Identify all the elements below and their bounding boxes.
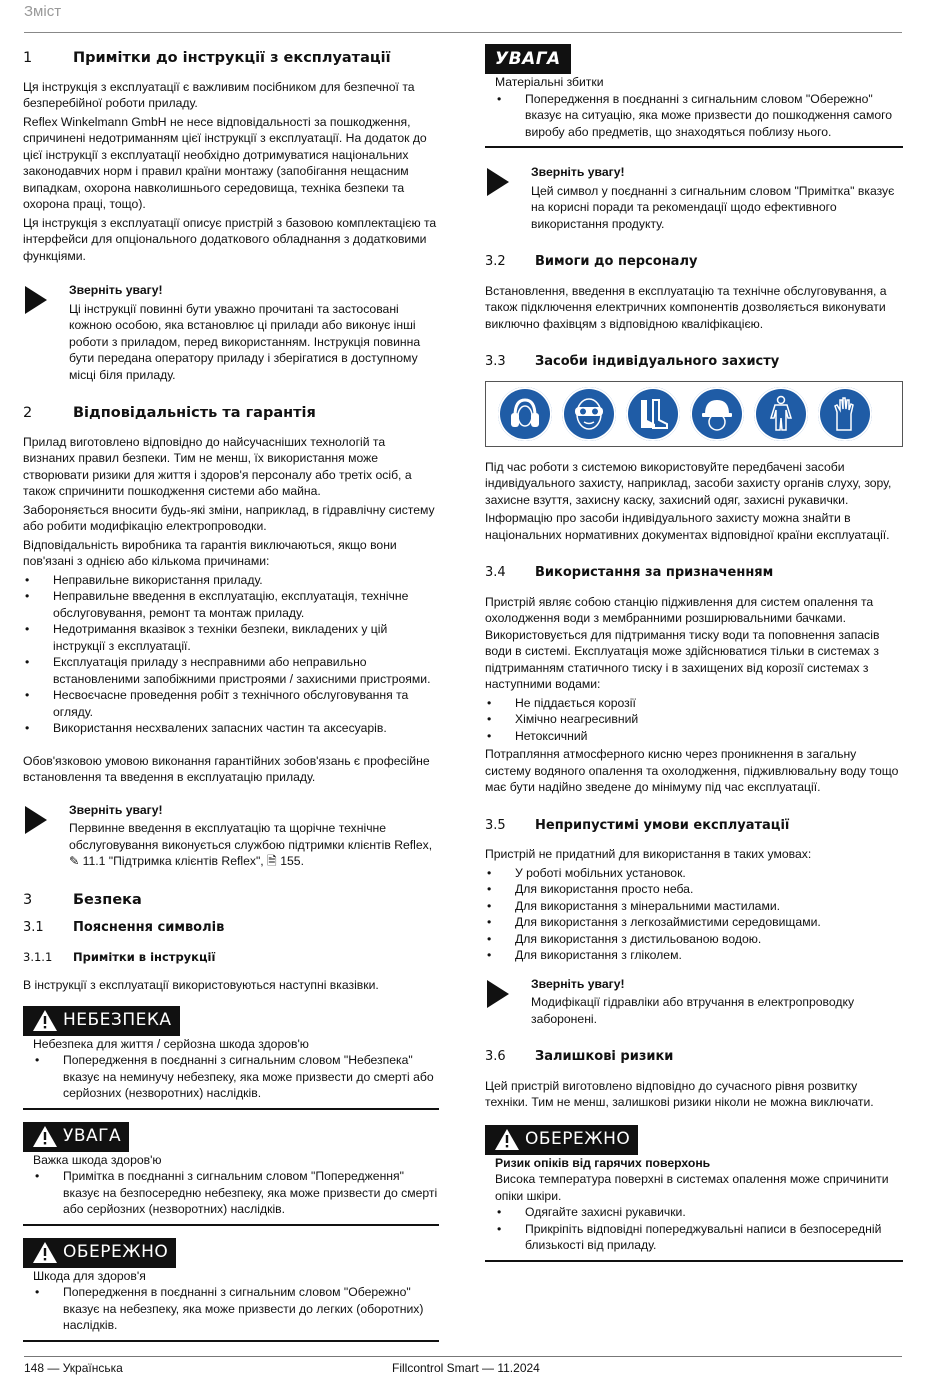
note-title: Зверніть увагу! [531, 976, 625, 991]
play-arrow-icon [23, 282, 69, 383]
signal-subtitle: Матеріальні збитки [495, 75, 604, 89]
paragraph: Обов'язковою умовою виконання гарантійних зобов'язань є професійне встановлення та введення в експлуатацію приладу. [23, 753, 430, 784]
section-title: Відповідальність та гарантія [73, 405, 316, 421]
section-title: Засоби індивідуального захисту [535, 354, 780, 369]
list-item: • Використання несхвалених запасних частин та аксесуарів. [23, 720, 439, 737]
list-item: • Хімічно неагресивний [485, 711, 903, 728]
list-item: • Неправильне введення в експлуатацію, експлуатація, технічне обслуговування, ремонт та монтаж приладу. [23, 588, 439, 621]
section-number: 3 [23, 891, 33, 908]
section-number: 3.1.1 [23, 949, 53, 964]
left-column [23, 48, 439, 1342]
list-item: • Несвоєчасне проведення робіт з технічного обслуговування та огляду. [23, 687, 439, 720]
danger-signal-label: НЕБЕЗПЕКА [23, 1006, 180, 1036]
list-item: • Попередження в поєднанні з сигнальним словом "Небезпека" вказує на неминучу небезпеку, яка може призвести до смерті або серйозних (незворотних) наслідків. [33, 1052, 439, 1102]
section-number: 3.6 [485, 1049, 506, 1064]
list-item: • Одягайте захисні рукавички. [495, 1204, 903, 1221]
protective-suit-icon [754, 387, 808, 441]
note-text: Модифікації гідравліки або втручання в електропроводку заборонені. [531, 995, 855, 1026]
list-item: • Експлуатація приладу з несправними або неправильно встановленими запобіжними пристроями / захисними пристроями. [23, 654, 439, 687]
section-3-3-heading [485, 354, 903, 371]
note-title: Зверніть увагу! [531, 165, 625, 179]
bullet-list [485, 695, 903, 745]
list-item: • У роботі мобільних установок. [485, 865, 903, 882]
warning-triangle-icon [33, 1126, 57, 1147]
list-item: • Нетоксичний [485, 728, 903, 745]
section-title: Примітки до інструкції з експлуатації [73, 50, 391, 66]
notice-signal-label: УВАГА [485, 44, 571, 74]
section-title: Пояснення символів [73, 920, 225, 935]
right-column [485, 44, 903, 1262]
list-item: • Для використання з легкозаймистими середовищами. [485, 914, 903, 931]
list-item: • Попередження в поєднанні з сигнальним словом "Обережно" вказує на небезпеку, яка може призвести до легких (оборотних) наслідків. [33, 1284, 439, 1334]
play-arrow-icon [23, 802, 69, 870]
paragraph: В інструкції з експлуатації використовуються наступні вказівки. [23, 978, 379, 992]
bullet-list [23, 572, 439, 737]
paragraph: Ця інструкція з експлуатації описує пристрій з базовою комплектацією та інтерфейси для опціонального додаткового обладнання з додатковими функціями. [23, 215, 437, 263]
list-item: • Недотримання вказівок з техніки безпеки, викладених у цій інструкції з експлуатації. [23, 621, 439, 654]
paragraph: Забороняється вносити будь-які зміни, наприклад, в гідравлічну систему або робити модифікацію електропроводки. [23, 502, 435, 533]
note-box [23, 282, 439, 383]
note-title: Зверніть увагу! [69, 802, 163, 817]
section-3-heading [23, 892, 439, 909]
list-item: • Попередження в поєднанні з сигнальним словом "Обережно" вказує на ситуацію, яка може призвести до пошкодження самого виробу або предметів, що знаходяться поблизу нього. [495, 91, 903, 141]
header-title: Зміст [24, 3, 62, 20]
play-arrow-icon [485, 976, 531, 1028]
warning-block [23, 1122, 439, 1226]
note-text: Ці інструкції повинні бути уважно прочитані та застосовані кожною особою, яка встановлює ці прилади або виконує інші роботи з приладом, перед використанням. Інструкція повинна бути передана оператору приладу і зберігатися в доступному місці біля приладу. [69, 301, 421, 382]
section-3-1-heading [23, 920, 439, 937]
section-number: 3.5 [485, 817, 506, 833]
cross-reference-link[interactable]: ✎ 11.1 "Підтримка клієнтів Reflex", 🗎 155. [69, 854, 304, 868]
bullet-list [485, 865, 903, 964]
signal-subtitle: Важка шкода здоров'ю [33, 1152, 162, 1167]
note-box [485, 976, 903, 1028]
section-title: Залишкові ризики [535, 1049, 674, 1064]
caution-block [485, 1125, 903, 1262]
section-title: Використання за призначенням [535, 565, 774, 580]
section-3-1-1-heading [23, 949, 439, 966]
list-item: • Прикріпіть відповідні попереджувальні написи в безпосередній близькості від приладу. [495, 1221, 903, 1254]
protective-gloves-icon [818, 387, 872, 441]
warning-signal-label: УВАГА [23, 1122, 129, 1152]
section-number: 2 [23, 405, 33, 421]
list-item: • Для використання просто неба. [485, 881, 903, 898]
paragraph: Цей пристрій виготовлено відповідно до сучасного рівня розвитку техніки. Тим не менш, залишкові ризики ніколи не можна виключати. [485, 1078, 874, 1109]
paragraph: Reflex Winkelmann GmbH не несе відповідальності за пошкодження, спричинені недотриманням цієї інструкції з експлуатації. На додаток до цієї інструкції з експлуатації необхідно дотримуватися національних законодавчих норм і правил країни монтажу (запобігання нещасним випадкам, охорона навколишнього середовища, техніка безпеки та охорона праці, тощо). [23, 114, 427, 211]
warning-triangle-icon [495, 1129, 519, 1150]
section-1-heading [23, 50, 439, 67]
section-3-2-heading [485, 254, 903, 271]
section-3-4-heading [485, 565, 903, 582]
paragraph: Інформацію про засоби індивідуального захисту можна знайти в національних нормативних документах відповідної країни експлуатації. [485, 511, 890, 542]
header-divider [24, 32, 902, 33]
section-number: 3.2 [485, 254, 506, 269]
list-item: • Для використання з дистильованою водою. [485, 931, 903, 948]
section-title: Неприпустимі умови експлуатації [535, 817, 790, 833]
paragraph: Ця інструкція з експлуатації є важливим посібником для безпечної та безперебійної роботи приладу. [23, 79, 415, 110]
caution-signal-label: ОБЕРЕЖНО [485, 1125, 638, 1155]
section-title: Примітки в інструкції [73, 949, 216, 964]
signal-subtitle: Шкода для здоров'я [33, 1268, 146, 1283]
safety-goggles-icon [562, 387, 616, 441]
danger-block [23, 1006, 439, 1110]
section-number: 1 [23, 50, 33, 66]
warning-triangle-icon [33, 1242, 57, 1263]
ear-protection-icon [498, 387, 552, 441]
list-item: • Не піддається корозії [485, 695, 903, 712]
paragraph: Прилад виготовлено відповідно до найсучасніших технологій та визнаних правил безпеки. Тим не менш, їх використання може створювати ризики для життя і здоров'я персоналу або третіх осіб, а також спричинити пошкодження системи або майна. [23, 434, 412, 498]
section-title: Вимоги до персоналу [535, 254, 698, 269]
notice-block [485, 44, 903, 148]
paragraph: Відповідальність виробника та гарантія виключаються, якщо вони пов'язані з однією або кількома причинами: [23, 537, 397, 568]
caution-block [23, 1238, 439, 1342]
section-number: 3.1 [23, 920, 44, 935]
section-number: 3.4 [485, 565, 506, 580]
paragraph: Потрапляння атмосферного кисню через проникнення в загальну систему водяного опалення та охолодження, підживлювальну воду тощо має бути надійно зведене до мінімуму під час експлуатації. [485, 747, 899, 794]
ppe-icon-strip [485, 381, 903, 447]
list-item: • Неправильне використання приладу. [23, 572, 439, 589]
play-arrow-icon [485, 164, 531, 232]
note-text: Первинне введення в експлуатацію та щорічне технічне обслуговування виконується службою підтримки клієнтів Reflex, [69, 821, 433, 852]
hard-hat-icon [690, 387, 744, 441]
footer-divider [24, 1356, 902, 1357]
paragraph: Під час роботи з системою використовуйте передбачені засоби індивідуального захисту, наприклад, засоби захисту органів слуху, зору, захисне взуття, захисну каску, захисний одяг, захисні рукавички. [485, 459, 892, 507]
caution-signal-label: ОБЕРЕЖНО [23, 1238, 176, 1268]
footer-page-number: 148 — Українська [24, 1361, 123, 1375]
note-box [23, 802, 439, 870]
signal-subtitle: Висока температура поверхні в системах опалення може спричинити опіки шкіри. [495, 1172, 889, 1203]
paragraph: Пристрій не придатний для використання в таких умовах: [485, 847, 812, 861]
warning-triangle-icon [33, 1010, 57, 1031]
note-text: Цей символ у поєднанні з сигнальним словом "Примітка" вказує на корисні поради та рекомендації щодо ефективного використання продукту. [531, 183, 895, 231]
footer-document-title: Fillcontrol Smart — 11.2024 [392, 1361, 540, 1375]
section-3-6-heading [485, 1049, 903, 1066]
section-2-heading [23, 405, 439, 422]
note-title: Зверніть увагу! [69, 283, 163, 297]
paragraph: Встановлення, введення в експлуатацію та технічне обслуговування, а також підключення електричних компонентів дозволяється виконувати виключно фахівцям з відповідною кваліфікацією. [485, 283, 887, 331]
safety-boots-icon [626, 387, 680, 441]
note-box [485, 164, 903, 232]
list-item: • Для використання з мінеральними мастилами. [485, 898, 903, 915]
signal-subtitle: Небезпека для життя / серйозна шкода здоров'ю [33, 1036, 309, 1051]
list-item: • Примітка в поєднанні з сигнальним словом "Попередження" вказує на безпосередню небезпеку, яка може призвести до смерті або серйозних (незворотних) наслідків. [33, 1168, 439, 1218]
section-3-5-heading [485, 818, 903, 835]
section-number: 3.3 [485, 354, 506, 369]
signal-title: Ризик опіків від гарячих поверхонь [495, 1155, 711, 1170]
list-item: • Для використання з гліколем. [485, 947, 903, 964]
paragraph: Пристрій являє собою станцію підживлення для систем опалення та охолодження води з мембранними розширювальними бачками. Використовується для підтримання тиску води та поповнення запасів води в системі. Експлуатація може здійснюватися тільки в системах з підтриманням статичного тиску і в захищених від корозії системах з наступними водами: [485, 594, 880, 691]
section-title: Безпека [73, 891, 142, 908]
